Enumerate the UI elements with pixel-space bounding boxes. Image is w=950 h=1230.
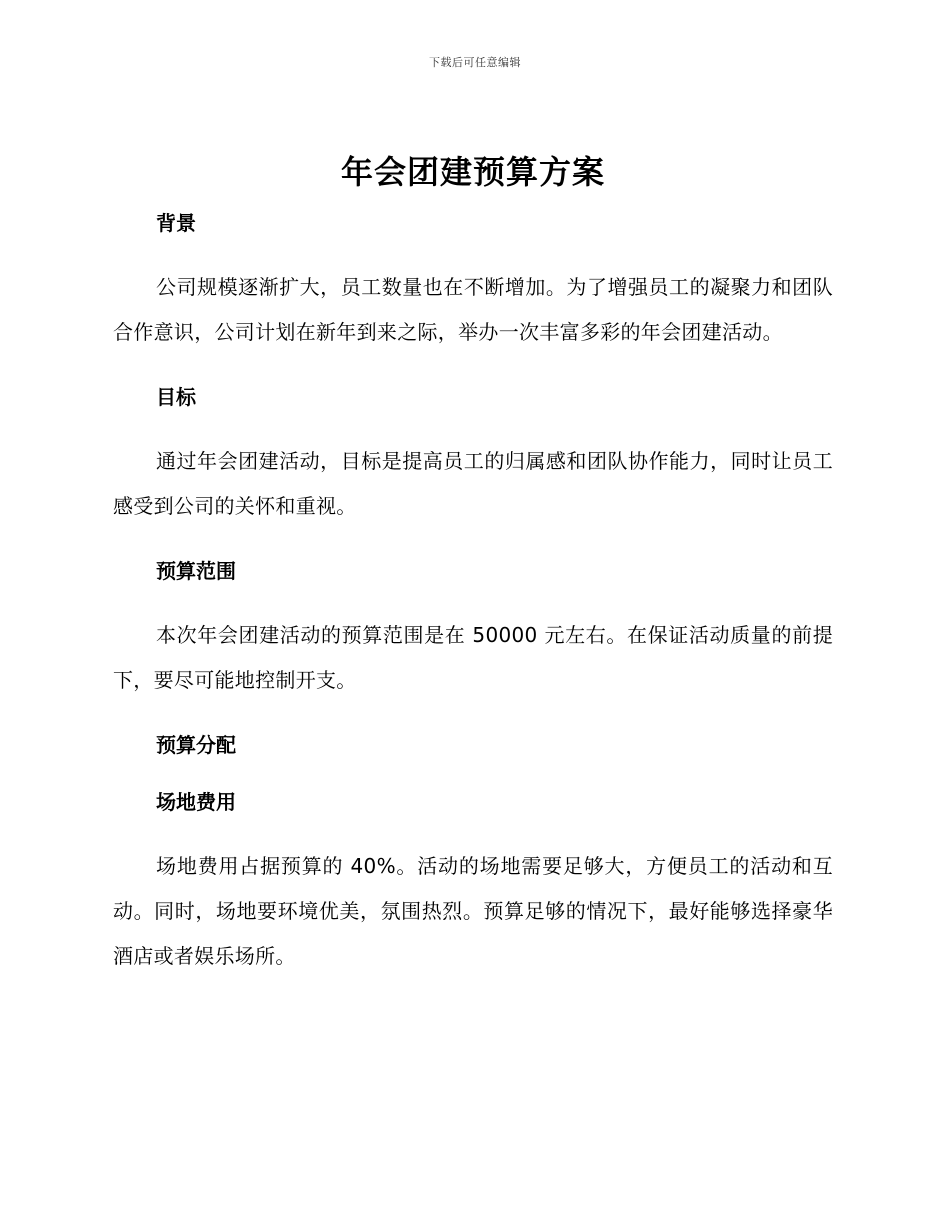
section-paragraph-venue-cost: 场地费用占据预算的 40%。活动的场地需要足够大，方便员工的活动和互动。同时，场地要环境优美，氛围热烈。预算足够的情况下，最好能够选择豪华酒店或者娱乐场所。: [113, 854, 833, 968]
section-heading-budget-range: 预算范围: [156, 559, 236, 583]
document-body: [113, 148, 833, 979]
section-heading-venue-cost: 场地费用: [156, 790, 236, 814]
section-paragraph-background: 公司规模逐渐扩大，员工数量也在不断增加。为了增强员工的凝聚力和团队合作意识，公司计划在新年到来之际，举办一次丰富多彩的年会团建活动。: [113, 275, 833, 344]
section-heading-background: 背景: [156, 211, 196, 235]
page-header-note: 下载后可任意编辑: [429, 56, 521, 69]
section-paragraph-budget-range: 本次年会团建活动的预算范围是在 50000 元左右。在保证活动质量的前提下，要尽可能地控制开支。: [113, 623, 833, 692]
section-heading-goal: 目标: [156, 385, 196, 409]
section-heading-budget-allocation: 预算分配: [156, 733, 236, 757]
section-paragraph-goal: 通过年会团建活动，目标是提高员工的归属感和团队协作能力，同时让员工感受到公司的关怀和重视。: [113, 449, 833, 518]
document-title: 年会团建预算方案: [340, 153, 605, 191]
